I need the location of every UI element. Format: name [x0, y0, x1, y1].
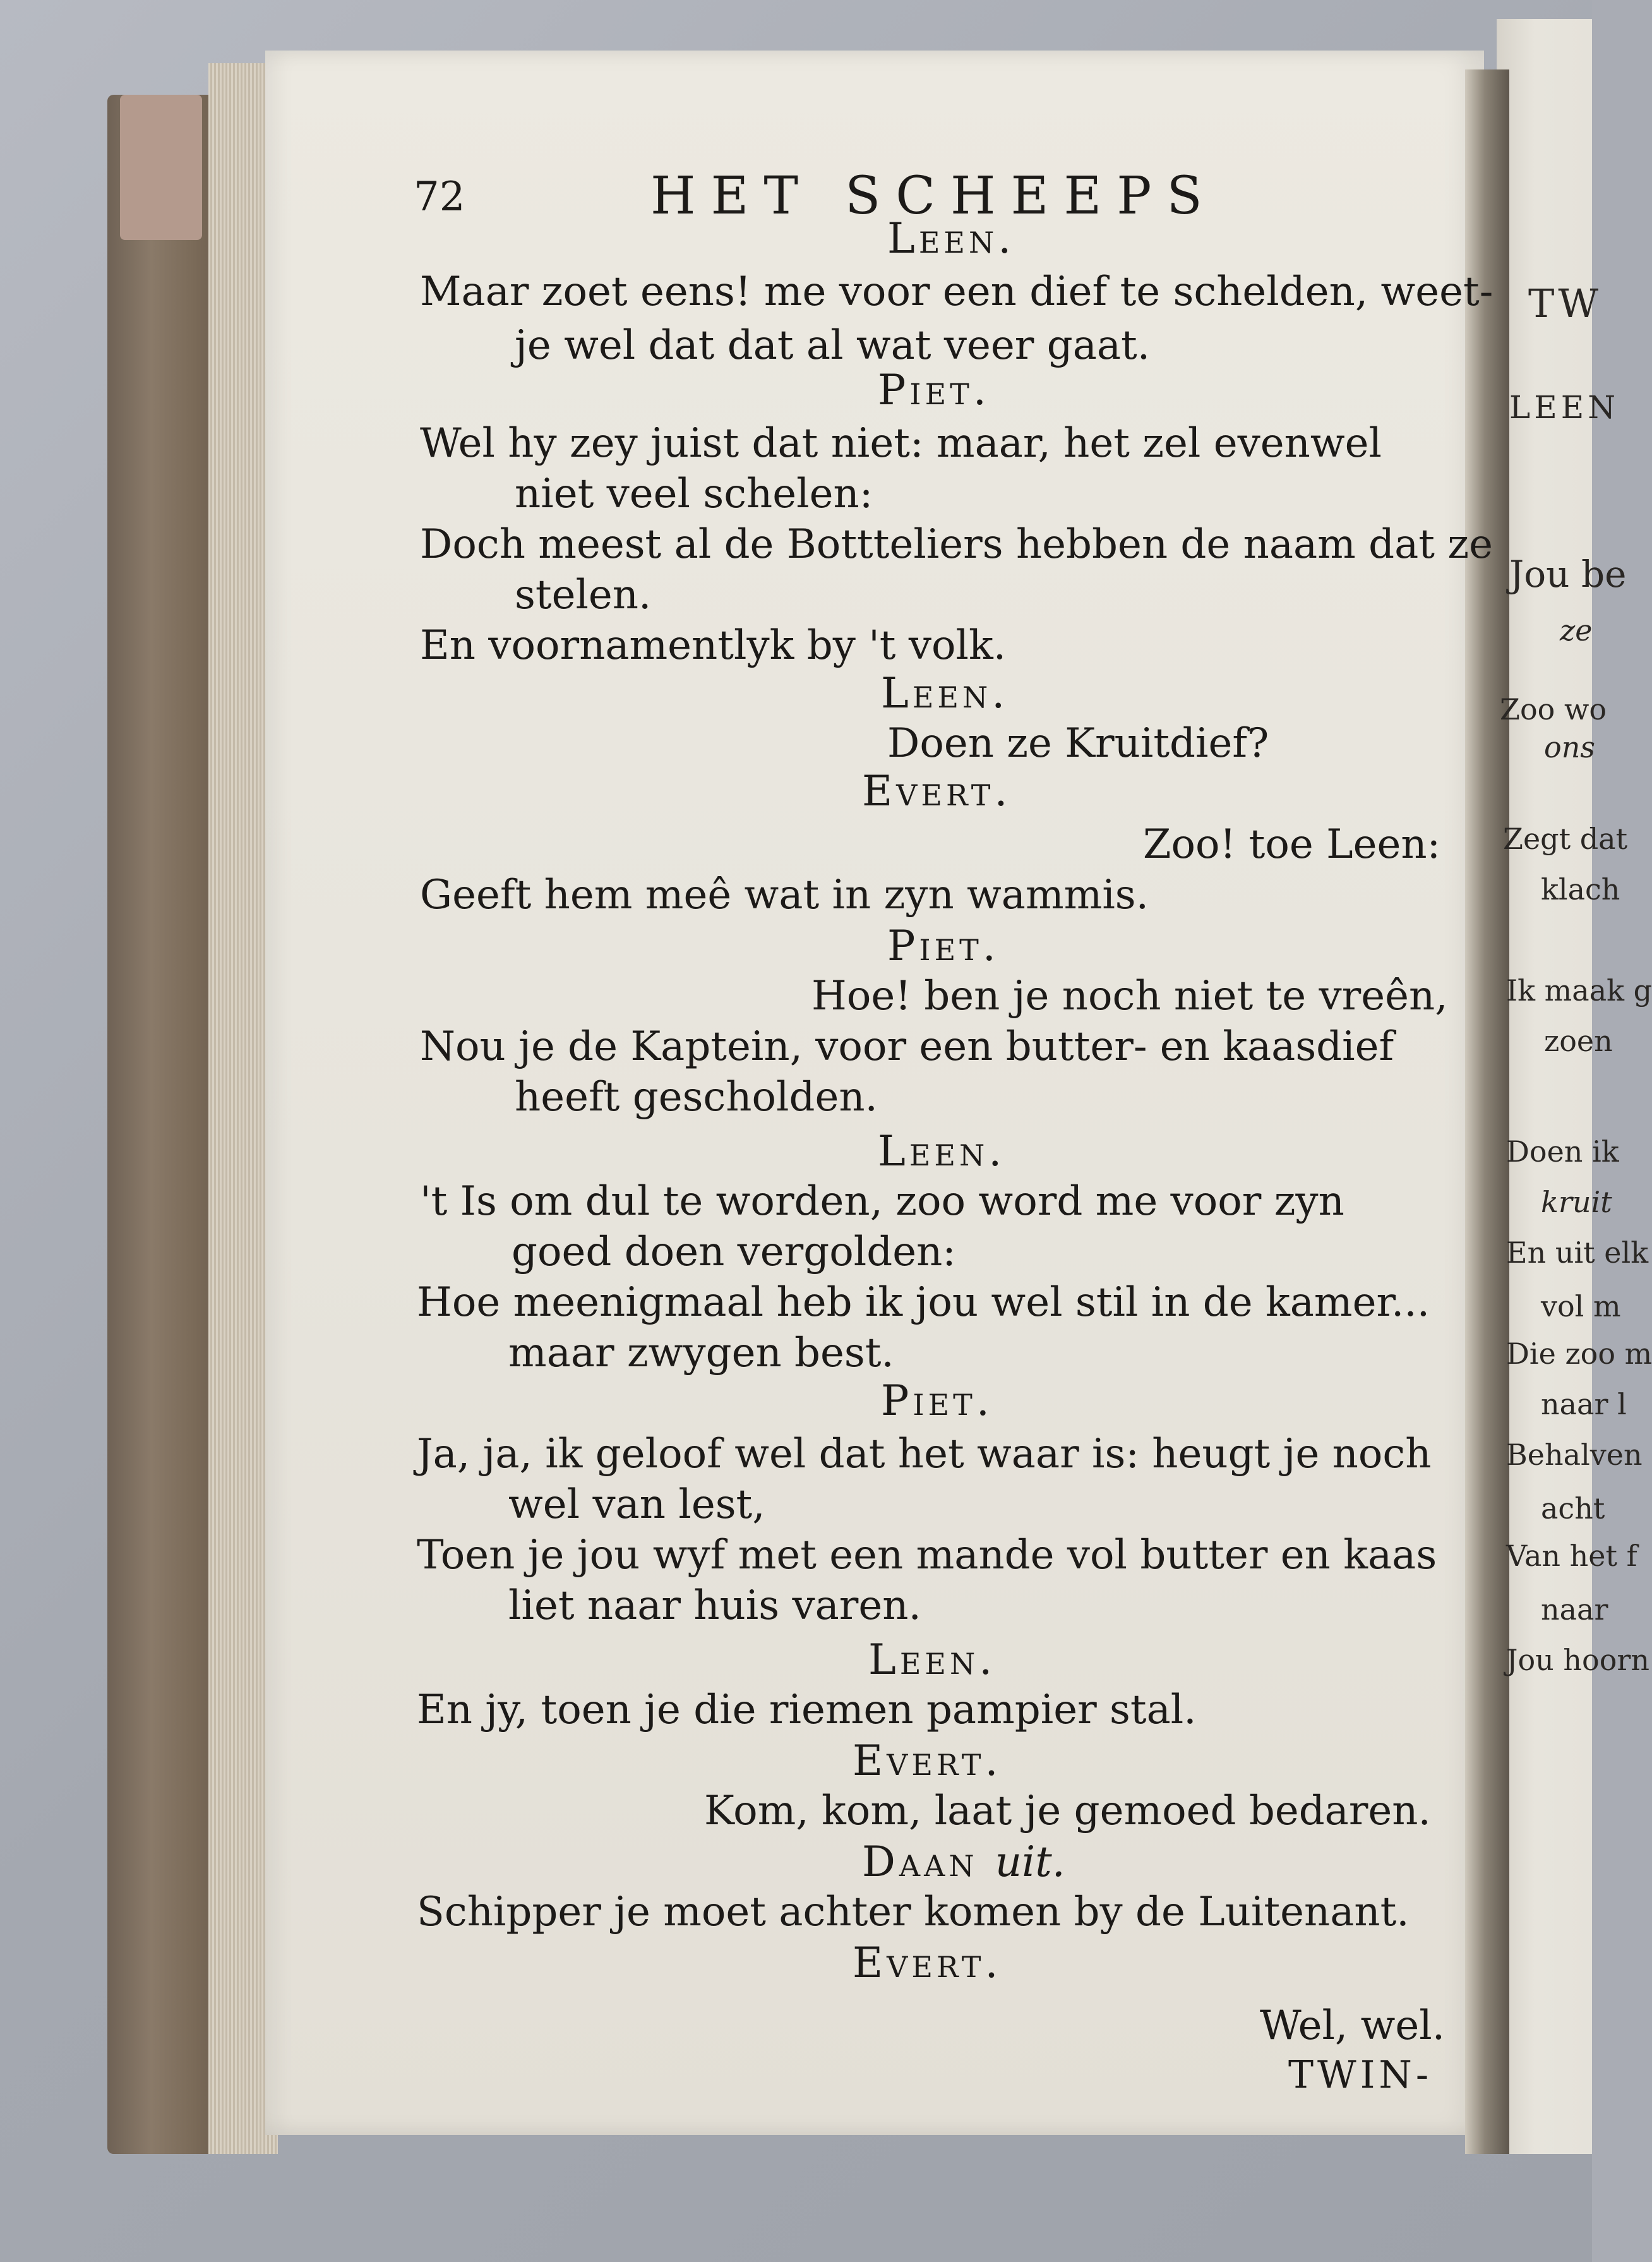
dialogue-line: niet veel schelen: [515, 471, 873, 517]
dialogue-line: liet naar huis varen. [508, 1582, 921, 1629]
dialogue-line: goed doen vergolden: [512, 1229, 956, 1275]
facing-page-fragment: ze [1560, 613, 1593, 647]
speaker-piet: Piet. [881, 1376, 993, 1425]
dialogue-line: Kom, kom, laat je gemoed bedaren. [704, 1788, 1431, 1834]
dialogue-line: Schipper je moet achter komen by de Luitenant. [417, 1889, 1410, 1935]
facing-page-fragment: kruit [1541, 1185, 1612, 1219]
facing-page-fragment: Jou be [1509, 553, 1627, 596]
running-head: HET SCHEEPS [650, 166, 1218, 226]
facing-page-fragment: En uit elk [1506, 1236, 1649, 1270]
facing-page-fragment: LEEN [1509, 389, 1619, 426]
dialogue-line: Nou je de Kaptein, voor een butter- en kaasdief [420, 1023, 1394, 1070]
dialogue-line: Hoe! ben je noch niet te vreên, [811, 973, 1448, 1020]
spine-label [120, 95, 202, 240]
speaker-leen: Leen. [878, 1127, 1006, 1176]
dialogue-line: En voornamentlyk by 't volk. [420, 622, 1007, 669]
catchword: TWIN- [1288, 2053, 1433, 2097]
speaker-leen: Leen. [887, 214, 1015, 263]
facing-page-fragment: TW [1528, 280, 1603, 327]
facing-page-fragment: ons [1544, 730, 1595, 764]
dialogue-line: Doch meest al de Bottteliers hebben de naam dat ze [420, 521, 1493, 568]
facing-page-fragment: Ik maak g [1506, 973, 1652, 1008]
dialogue-line: Zoo! toe Leen: [1143, 821, 1441, 868]
facing-page-fragment: Jou hoorn [1506, 1643, 1650, 1677]
facing-page-fragment: naar [1541, 1592, 1608, 1627]
speaker-evert: Evert. [853, 1736, 1002, 1785]
facing-page-fragment: klach [1541, 872, 1620, 906]
facing-page-fragment: Doen ik [1506, 1134, 1619, 1169]
facing-page-fragment: vol m [1541, 1289, 1621, 1323]
facing-page-fragment: Zegt dat [1503, 822, 1628, 856]
dialogue-line: Maar zoet eens! me voor een dief te schelden, weet- [420, 268, 1493, 315]
speaker-daan [862, 1838, 1065, 1886]
dialogue-line: Wel, wel. [1260, 2002, 1446, 2049]
facing-page-fragment: zoen [1544, 1024, 1613, 1058]
dialogue-line: wel van lest, [508, 1481, 765, 1528]
facing-page [1497, 19, 1592, 2154]
page-number: 72 [414, 174, 465, 220]
speaker-evert: Evert. [862, 767, 1012, 815]
speaker-evert: Evert. [853, 1939, 1002, 1987]
dialogue-line: heeft gescholden. [515, 1074, 878, 1121]
dialogue-line: Toen je jou wyf met een mande vol butter en kaas [417, 1532, 1437, 1579]
stage-direction: uit. [995, 1838, 1065, 1886]
facing-page-fragment: acht [1541, 1491, 1605, 1525]
dialogue-line: Wel hy zey juist dat niet: maar, het zel evenwel [420, 420, 1382, 467]
dialogue-line: 't Is om dul te worden, zoo word me voor zyn [420, 1178, 1344, 1225]
facing-page-fragment: Van het f [1506, 1539, 1637, 1573]
speaker-piet: Piet. [878, 366, 990, 414]
speaker-leen: Leen. [868, 1635, 997, 1684]
dialogue-line: maar zwygen best. [508, 1330, 894, 1376]
dialogue-line: Ja, ja, ik geloof wel dat het waar is: heugt je noch [417, 1431, 1432, 1477]
facing-page-fragment: Behalven [1506, 1438, 1643, 1472]
speaker-leen: Leen. [881, 669, 1009, 718]
dialogue-line: Doen ze Kruitdief? [887, 720, 1269, 767]
facing-page-fragment: naar l [1541, 1387, 1627, 1421]
dialogue-line: Geeft hem meê wat in zyn wammis. [420, 872, 1149, 918]
dialogue-line: stelen. [515, 572, 652, 618]
facing-page-fragment: Zoo wo [1500, 692, 1607, 726]
speaker-piet: Piet. [887, 922, 1000, 970]
dialogue-line: En jy, toen je die riemen pampier stal. [417, 1687, 1197, 1733]
dialogue-line: je wel dat dat al wat veer gaat. [515, 322, 1151, 369]
speaker-name: Daan [862, 1838, 978, 1886]
facing-page-fragment: Die zoo m [1506, 1337, 1652, 1371]
book-gutter [1465, 69, 1509, 2154]
dialogue-line: Hoe meenigmaal heb ik jou wel stil in de kamer... [417, 1279, 1430, 1326]
